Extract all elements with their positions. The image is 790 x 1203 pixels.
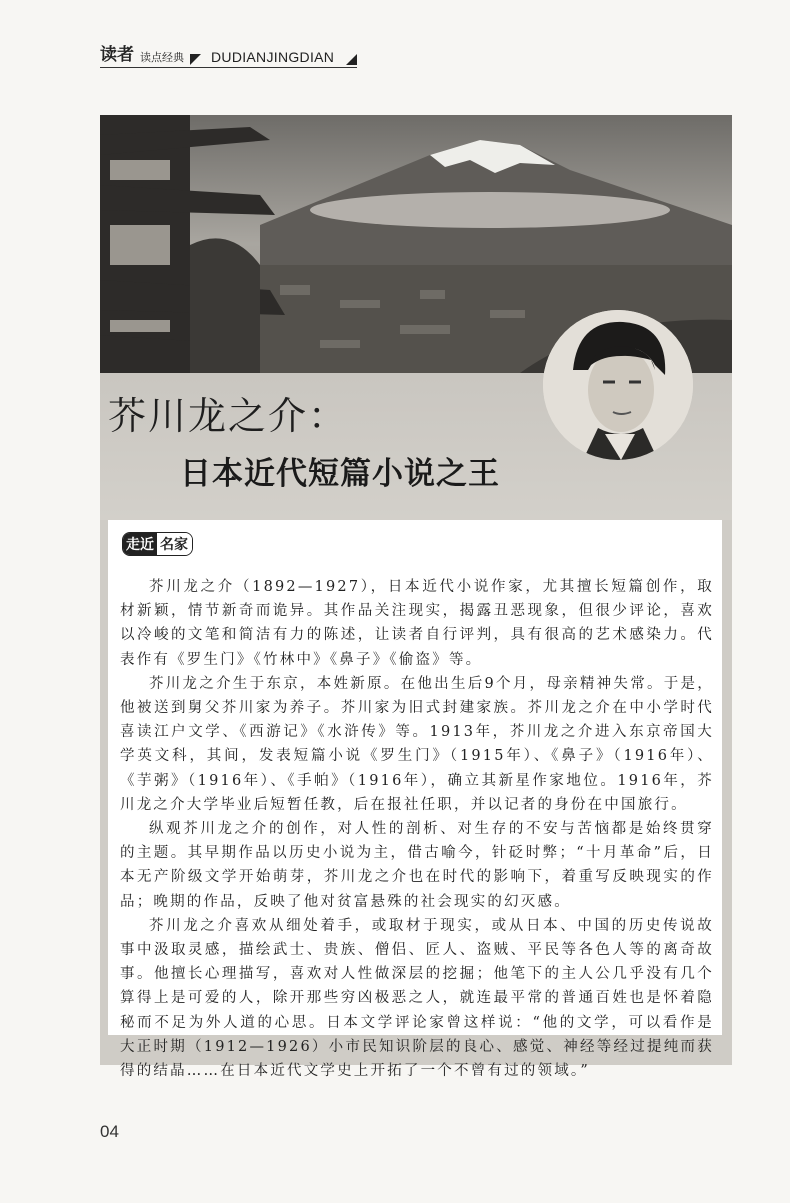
column-name: 读点经典 bbox=[140, 51, 184, 64]
triangle-marker-icon bbox=[190, 54, 201, 65]
article-frame bbox=[100, 115, 732, 1080]
article-body bbox=[120, 575, 714, 1083]
magazine-brand: 读者 bbox=[100, 45, 134, 65]
paragraph: 芥川龙之介（1892—1927），日本近代小说作家，尤其擅长短篇创作，取材新颖，情节新奇而诡异。其作品关注现实，揭露丑恶现象，但很少评论，喜欢以冷峻的文笔和简洁有力的陈述，让读者自行评判，具有很高的艺术感染力。代表作有《罗生门》《竹林中》《鼻子》《偷盗》等。 bbox=[120, 579, 714, 668]
article-subtitle: 日本近代短篇小说之王 bbox=[180, 456, 500, 492]
section-badge bbox=[122, 532, 193, 556]
page-number: 04 bbox=[100, 1122, 119, 1141]
column-name-pinyin: DUDIANJINGDIAN bbox=[211, 49, 335, 65]
running-header bbox=[100, 40, 357, 68]
article-title: 芥川龙之介： bbox=[108, 394, 349, 438]
section-badge-part2: 名家 bbox=[157, 533, 192, 555]
author-portrait bbox=[543, 310, 693, 460]
section-badge-part1: 走近 bbox=[123, 533, 157, 555]
triangle-marker-icon bbox=[346, 54, 357, 65]
paragraph: 芥川龙之介喜欢从细处着手，或取材于现实，或从日本、中国的历史传说故事中汲取灵感，描绘武士、贵族、僧侣、匠人、盗贼、平民等各色人等的离奇故事。他擅长心理描写，喜欢对人性做深层的挖掘；他笔下的主人公几乎没有几个算得上是可爱的人，除开那些穷凶极恶之人，就连最平常的普通百姓也是怀着隐秘而不足为外人道的心思。日本文学评论家曾这样说：“他的文学，可以看作是大正时期（1912—1926）小市民知识阶层的良心、感觉、神经等经过提纯而获得的结晶……在日本近代文学史上开拓了一个不曾有过的领域。” bbox=[120, 917, 714, 1080]
paragraph: 芥川龙之介生于东京，本姓新原。在他出生后9个月，母亲精神失常。于是，他被送到舅父芥川家为养子。芥川家为旧式封建家族。芥川龙之介在中小学时代喜读江户文学、《西游记》《水浒传》等。1913年，芥川龙之介进入东京帝国大学英文科，其间，发表短篇小说《罗生门》（1915年）、《鼻子》（1916年）、《芋粥》（1916年）、《手帕》（1916年），确立其新星作家地位。1916年，芥川龙之介大学毕业后短暂任教，后在报社任职，并以记者的身份在中国旅行。 bbox=[120, 675, 714, 813]
paragraph: 纵观芥川龙之介的创作，对人性的剖析、对生存的不安与苦恼都是始终贯穿的主题。其早期作品以历史小说为主，借古喻今，针砭时弊；“十月革命”后，日本无产阶级文学开始萌芽，芥川龙之介也在时代的影响下，着重写反映现实的作品；晚期的作品，反映了他对贫富悬殊的社会现实的幻灭感。 bbox=[120, 821, 714, 910]
article-body-box bbox=[108, 520, 722, 1080]
